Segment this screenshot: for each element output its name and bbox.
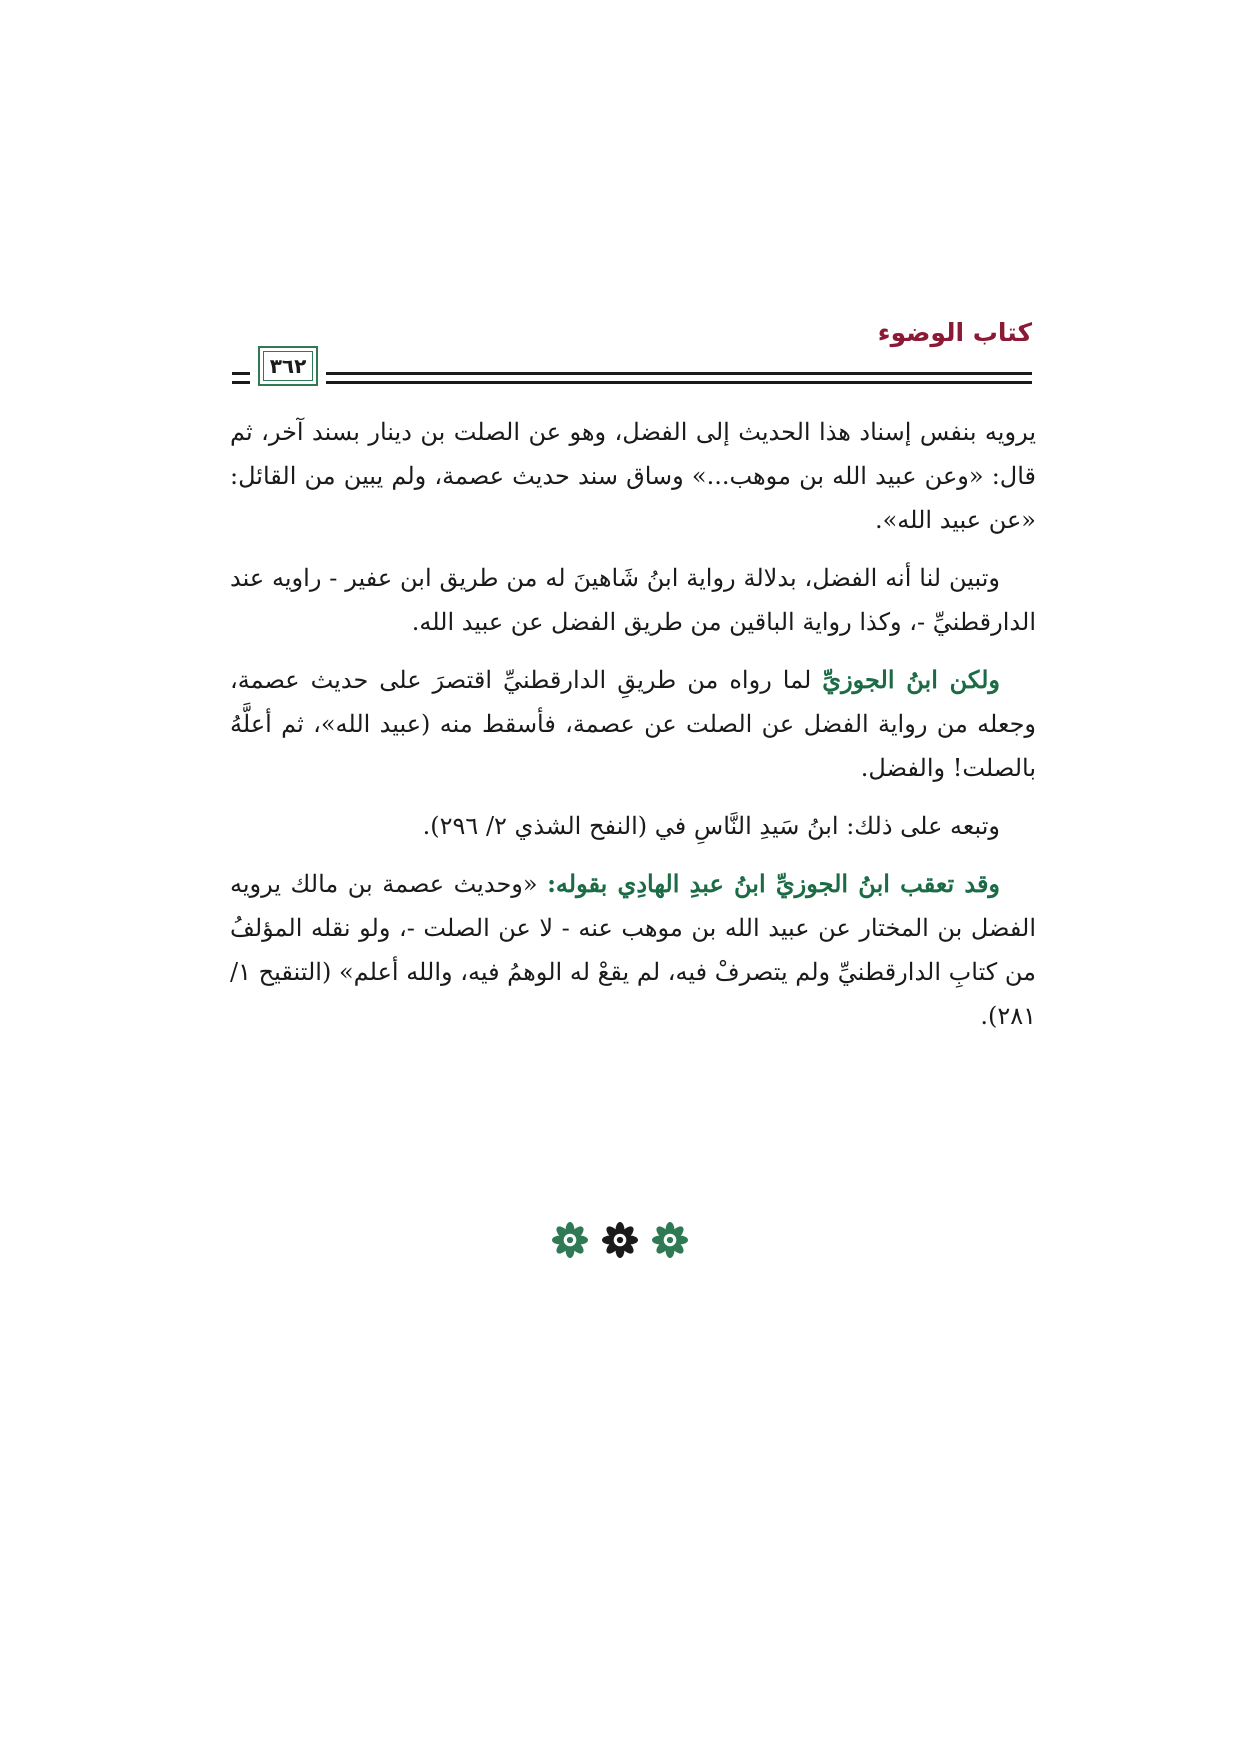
star-flower-ornament-icon [552, 1222, 588, 1258]
page-number-badge [258, 346, 318, 386]
paragraph-text: يرويه بنفس إسناد هذا الحديث إلى الفضل، وهو عن الصلت بن دينار بسند آخر، ثم قال: «وعن عبيد الله بن موهب...» وساق سند حديث عصمة، ولم يبين من القائل: «عن عبيد الله». [230, 418, 1036, 534]
paragraph-text: «وحديث عصمة بن مالك يرويه الفضل بن المختار عن عبيد الله بن موهب عنه - لا عن الصلت -، ولو نقله المؤلفُ من كتابِ الدارقطنيِّ ولم يتصرفْ فيه، لم يقعْ له الوهمُ فيه، والله أعلم» (التنقيح ١/ ٢٨١). [230, 870, 1036, 1030]
paragraph-1 [230, 410, 1036, 542]
page-number: ٣٦٢ [269, 354, 307, 378]
paragraph-3 [230, 658, 1036, 790]
paragraph-2 [230, 556, 1036, 644]
paragraph-4 [230, 804, 1036, 848]
highlighted-name: ولكن ابنُ الجوزيِّ [822, 665, 1001, 694]
section-end-ornament [500, 1222, 740, 1262]
page-header [232, 318, 1032, 392]
header-rule-bottom [232, 381, 1032, 384]
star-flower-ornament-icon [652, 1222, 688, 1258]
paragraph-text: وتبعه على ذلك: ابنُ سَيدِ النَّاسِ في (النفح الشذي ٢/ ٢٩٦). [422, 812, 1000, 840]
highlighted-name: وقد تعقب ابنُ الجوزيِّ ابنُ عبدِ الهادِي بقوله: [547, 869, 1001, 898]
paragraph-5 [230, 862, 1036, 1038]
paragraph-text: وتبين لنا أنه الفضل، بدلالة رواية ابنُ شَاهينَ له من طريق ابن عفير - راويه عند الدارقطنيِّ -، وكذا رواية الباقين من طريق الفضل عن عبيد الله. [230, 564, 1036, 636]
header-rule-top [232, 372, 1032, 375]
star-flower-ornament-icon [602, 1222, 638, 1258]
paragraph-text: لما رواه من طريقِ الدارقطنيِّ اقتصرَ على حديث عصمة، وجعله من رواية الفضل عن الصلت عن عصمة، فأسقط منه (عبيد الله»، ثم أعلَّهُ بالصلت! والفضل. [230, 666, 1036, 782]
page-body [230, 410, 1036, 1052]
chapter-title: كتاب الوضوء [877, 318, 1032, 347]
